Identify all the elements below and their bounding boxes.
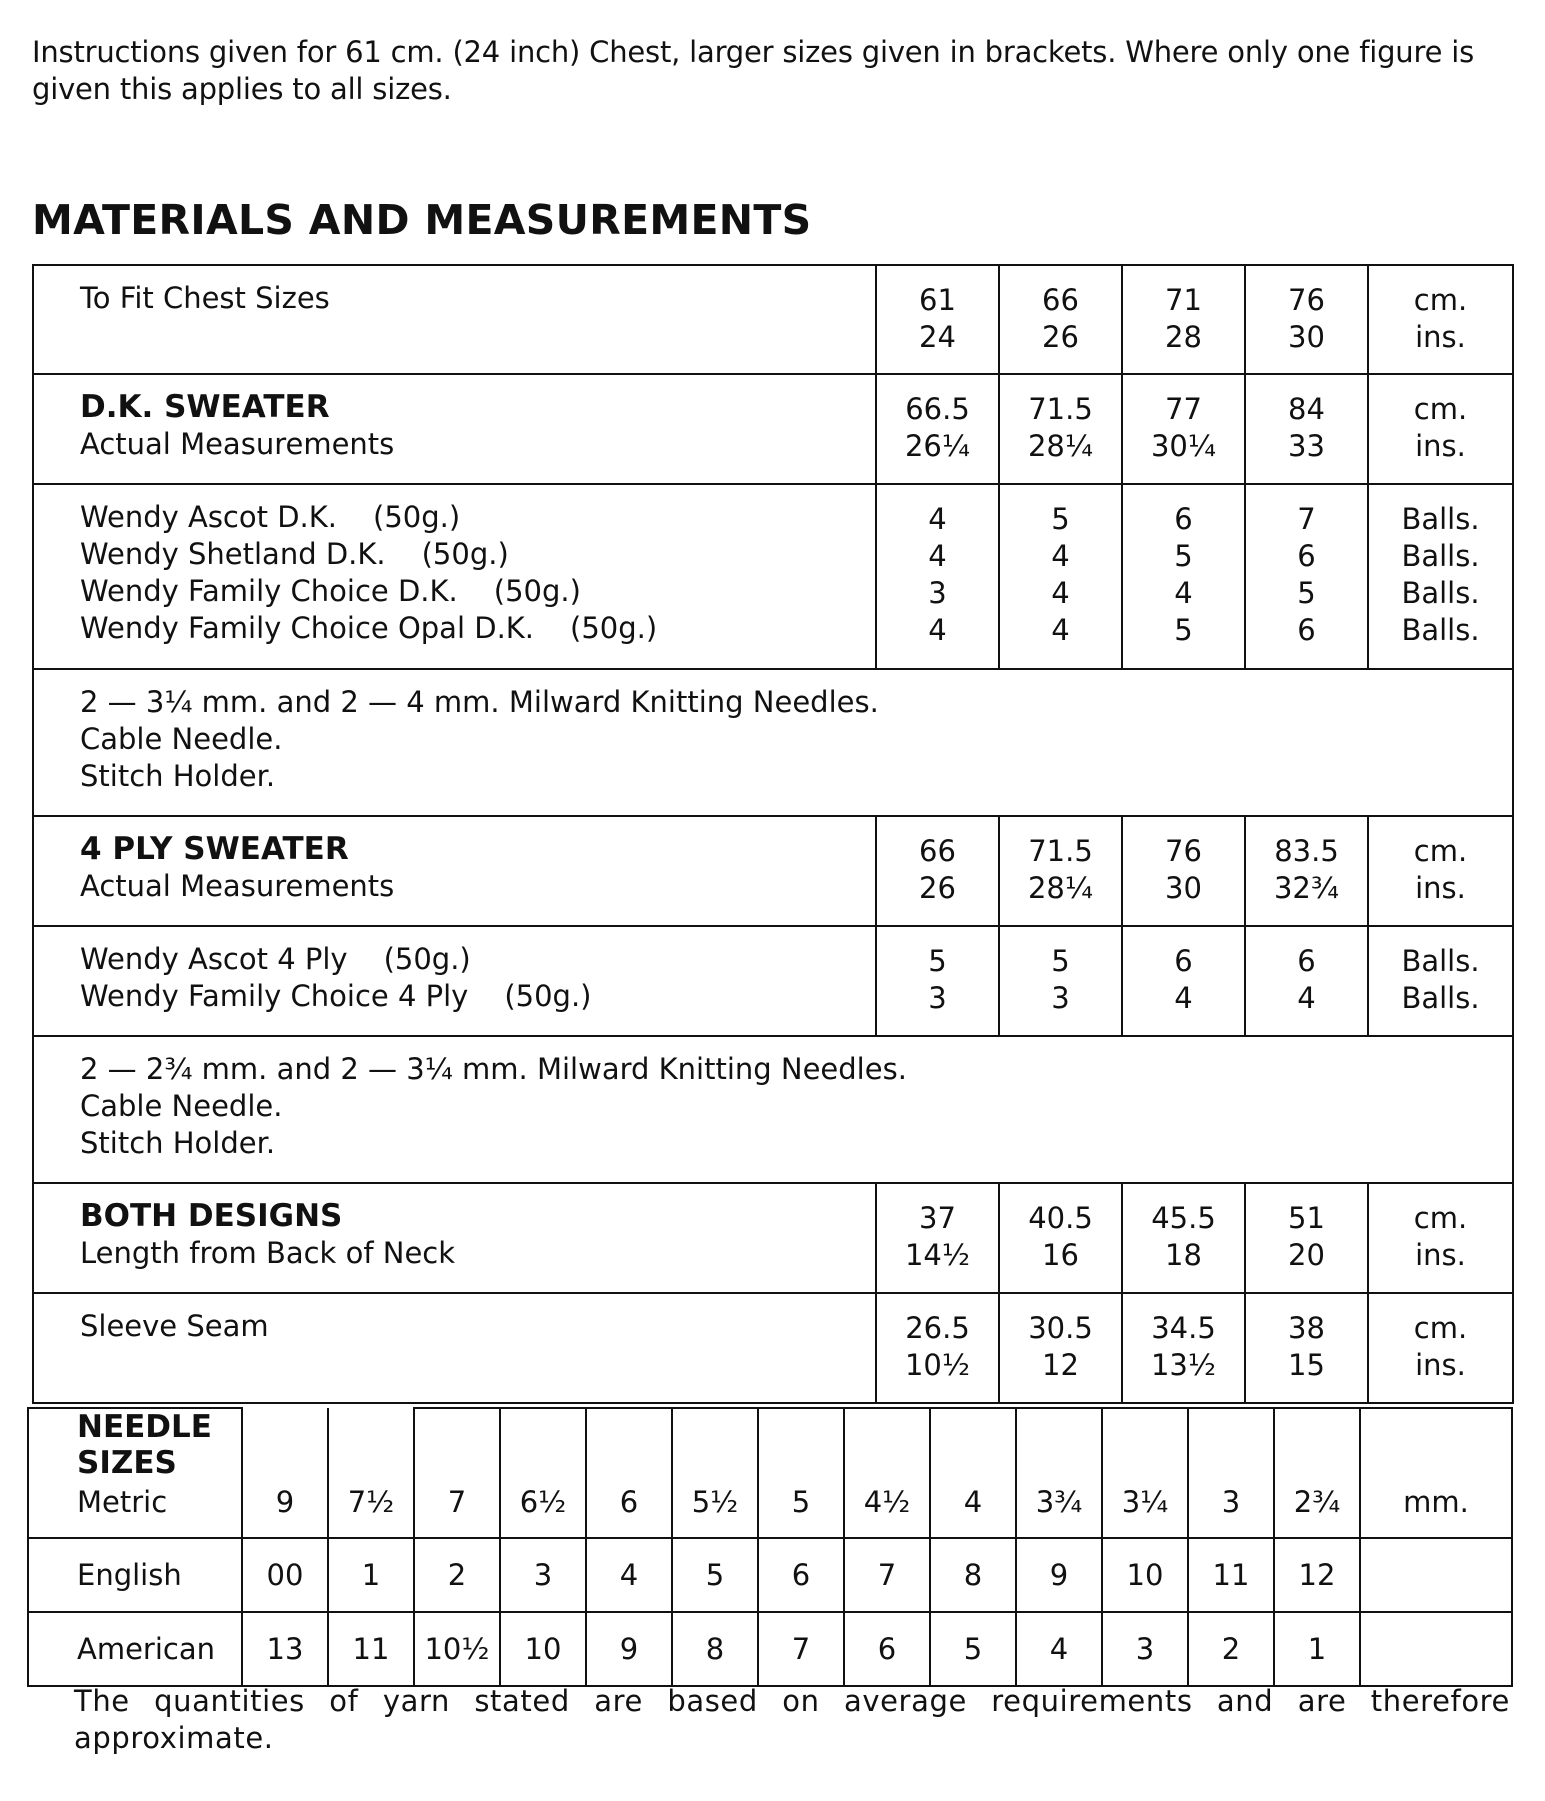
yarn-weight: (50g.): [570, 611, 658, 645]
yarn-qty: 5: [928, 944, 947, 978]
ply4-title: 4 PLY SWEATER: [80, 831, 349, 867]
unit-cell: [1368, 926, 1513, 1036]
dk-subtitle: Actual Measurements: [80, 427, 395, 461]
dk-title: D.K. SWEATER: [80, 389, 330, 425]
unit-ins: ins.: [1415, 429, 1466, 463]
length-cell: [876, 1183, 999, 1293]
american-cell: 2: [1188, 1612, 1274, 1686]
dk-cm: 71.5: [1028, 392, 1093, 426]
ply4-measurements-row: [33, 816, 1513, 926]
dk-yarn-qty-cell: [876, 484, 999, 669]
dk-ins: 28¼: [1027, 429, 1093, 463]
ply4-measure-cell: [876, 816, 999, 926]
chest-cm: 61: [919, 283, 956, 317]
english-cell: 3: [500, 1538, 586, 1612]
sleeve-cm: 38: [1288, 1311, 1325, 1345]
footer-note: The quantities of yarn stated are based on average requirements and are therefore approximate.: [74, 1684, 1510, 1755]
sleeve-ins: 12: [1042, 1348, 1079, 1382]
metric-cell: 5: [758, 1408, 844, 1538]
metric-cell: 4½: [844, 1408, 930, 1538]
unit-balls: Balls.: [1401, 613, 1480, 647]
yarn-qty: 3: [1051, 981, 1070, 1015]
chest-sizes-row: [33, 265, 1513, 374]
needle-line: Cable Needle.: [80, 1089, 283, 1123]
yarn-name: Wendy Family Choice 4 Ply: [80, 979, 469, 1013]
yarn-qty: 4: [1051, 539, 1070, 573]
dk-ins: 30¼: [1150, 429, 1216, 463]
needle-line: Cable Needle.: [80, 722, 283, 756]
ply4-ins: 32¾: [1273, 871, 1339, 905]
unit-cm: cm.: [1413, 1311, 1468, 1345]
english-cell: 12: [1274, 1538, 1360, 1612]
ply4-needles-cell: [33, 1036, 1513, 1183]
english-cell: 1: [328, 1538, 414, 1612]
chest-size-cell: [876, 265, 999, 374]
dk-cm: 84: [1288, 392, 1325, 426]
sleeve-cm: 34.5: [1151, 1311, 1216, 1345]
yarn-line: [80, 978, 875, 1015]
metric-cell: 3¾: [1016, 1408, 1102, 1538]
ply4-measure-cell: [999, 816, 1122, 926]
yarn-qty: 4: [1051, 576, 1070, 610]
both-title: BOTH DESIGNS: [80, 1198, 343, 1234]
yarn-weight: (50g.): [493, 574, 581, 608]
metric-label-cell: [28, 1408, 242, 1538]
ply4-yarn-names: [33, 926, 876, 1036]
dk-yarn-qty-cell: [999, 484, 1122, 669]
yarn-qty: 5: [1174, 613, 1193, 647]
sleeve-cell: [876, 1293, 999, 1403]
american-cell: 10: [500, 1612, 586, 1686]
length-cm: 37: [919, 1201, 956, 1235]
dk-needles-cell: [33, 669, 1513, 816]
american-cell: 13: [242, 1612, 328, 1686]
metric-cell: 2¾: [1274, 1408, 1360, 1538]
english-cell: 8: [930, 1538, 1016, 1612]
empty-cell: [1360, 1612, 1512, 1686]
sleeve-ins: 15: [1288, 1348, 1325, 1382]
yarn-weight: (50g.): [421, 537, 509, 571]
american-cell: 3: [1102, 1612, 1188, 1686]
chest-cm: 66: [1042, 283, 1079, 317]
length-cm: 40.5: [1028, 1201, 1093, 1235]
ply4-measure-cell: [1122, 816, 1245, 926]
metric-unit: mm.: [1360, 1408, 1512, 1538]
unit-cm: cm.: [1413, 834, 1468, 868]
english-cell: 7: [844, 1538, 930, 1612]
unit-cell: [1368, 816, 1513, 926]
yarn-qty: 4: [928, 502, 947, 536]
american-cell: 11: [328, 1612, 414, 1686]
english-cell: 11: [1188, 1538, 1274, 1612]
american-label: American: [28, 1612, 242, 1686]
unit-ins: ins.: [1415, 320, 1466, 354]
ply4-yarn-qty-cell: [876, 926, 999, 1036]
unit-balls: Balls.: [1401, 576, 1480, 610]
dk-yarns-row: [33, 484, 1513, 669]
ply4-cm: 66: [919, 834, 956, 868]
chest-cm: 71: [1165, 283, 1202, 317]
both-label-cell: [33, 1183, 876, 1293]
chest-size-cell: [999, 265, 1122, 374]
ply4-label-cell: [33, 816, 876, 926]
sleeve-ins: 13½: [1150, 1348, 1216, 1382]
american-cell: 6: [844, 1612, 930, 1686]
dk-label-cell: [33, 374, 876, 484]
yarn-name: Wendy Ascot D.K.: [80, 500, 337, 534]
chest-ins: 24: [919, 320, 956, 354]
chest-ins: 26: [1042, 320, 1079, 354]
ply4-yarn-qty-cell: [999, 926, 1122, 1036]
metric-cell: 7½: [328, 1408, 414, 1538]
unit-balls: Balls.: [1401, 502, 1480, 536]
unit-cell: [1368, 484, 1513, 669]
length-ins: 18: [1165, 1238, 1202, 1272]
english-cell: 5: [672, 1538, 758, 1612]
english-cell: 4: [586, 1538, 672, 1612]
yarn-qty: 6: [1297, 944, 1316, 978]
american-cell: 10½: [414, 1612, 500, 1686]
yarn-qty: 6: [1174, 502, 1193, 536]
unit-balls: Balls.: [1401, 539, 1480, 573]
yarn-qty: 6: [1174, 944, 1193, 978]
sleeve-cm: 30.5: [1028, 1311, 1093, 1345]
ply4-ins: 26: [919, 871, 956, 905]
american-row: [28, 1612, 1512, 1686]
section-heading: MATERIALS AND MEASUREMENTS: [32, 196, 812, 244]
metric-cell: 5½: [672, 1408, 758, 1538]
length-label: Length from Back of Neck: [80, 1236, 456, 1270]
length-cell: [1245, 1183, 1368, 1293]
american-cell: 8: [672, 1612, 758, 1686]
yarn-weight: (50g.): [373, 500, 461, 534]
chest-cm: 76: [1288, 283, 1325, 317]
sleeve-ins: 10½: [904, 1348, 970, 1382]
metric-cell: 6: [586, 1408, 672, 1538]
length-cm: 51: [1288, 1201, 1325, 1235]
dk-measure-cell: [1122, 374, 1245, 484]
yarn-qty: 5: [1297, 576, 1316, 610]
metric-cell: 3¼: [1102, 1408, 1188, 1538]
unit-ins: ins.: [1415, 871, 1466, 905]
dk-yarn-names: [33, 484, 876, 669]
yarn-qty: 3: [928, 576, 947, 610]
english-cell: 9: [1016, 1538, 1102, 1612]
sleeve-row: [33, 1293, 1513, 1403]
yarn-line: [80, 499, 875, 536]
yarn-line: [80, 536, 875, 573]
sleeve-cell: [999, 1293, 1122, 1403]
american-cell: 4: [1016, 1612, 1102, 1686]
metric-cell: 3: [1188, 1408, 1274, 1538]
unit-cell: [1368, 1183, 1513, 1293]
dk-ins: 26¼: [904, 429, 970, 463]
yarn-qty: 4: [1174, 981, 1193, 1015]
metric-cell: 4: [930, 1408, 1016, 1538]
ply4-subtitle: Actual Measurements: [80, 869, 395, 903]
length-ins: 20: [1288, 1238, 1325, 1272]
dk-yarn-qty-cell: [1122, 484, 1245, 669]
ply4-needles-row: [33, 1036, 1513, 1183]
dk-yarn-qty-cell: [1245, 484, 1368, 669]
yarn-line: [80, 610, 875, 647]
length-cm: 45.5: [1151, 1201, 1216, 1235]
sleeve-cell: [1122, 1293, 1245, 1403]
needle-line: 2 — 3¼ mm. and 2 — 4 mm. Milward Knitting Needles.: [80, 685, 879, 719]
dk-measurements-row: [33, 374, 1513, 484]
yarn-qty: 4: [928, 613, 947, 647]
dk-cm: 77: [1165, 392, 1202, 426]
unit-cm: cm.: [1413, 392, 1468, 426]
english-cell: 2: [414, 1538, 500, 1612]
american-cell: 1: [1274, 1612, 1360, 1686]
length-ins: 14½: [904, 1238, 970, 1272]
dk-needles-row: [33, 669, 1513, 816]
ply4-ins: 30: [1165, 871, 1202, 905]
ply4-yarn-qty-cell: [1122, 926, 1245, 1036]
ply4-cm: 83.5: [1274, 834, 1339, 868]
metric-cell: 7: [414, 1408, 500, 1538]
unit-cm: cm.: [1413, 283, 1468, 317]
unit-cell: [1368, 374, 1513, 484]
materials-table: [32, 264, 1514, 1404]
yarn-name: Wendy Family Choice Opal D.K.: [80, 611, 535, 645]
yarn-weight: (50g.): [383, 942, 471, 976]
unit-cell: [1368, 1293, 1513, 1403]
sleeve-cm: 26.5: [905, 1311, 970, 1345]
chest-ins: 28: [1165, 320, 1202, 354]
american-cell: 7: [758, 1612, 844, 1686]
metric-row: [28, 1408, 1512, 1538]
needle-line: Stitch Holder.: [80, 759, 276, 793]
metric-cell: 6½: [500, 1408, 586, 1538]
chest-size-cell: [1245, 265, 1368, 374]
yarn-qty: 6: [1297, 539, 1316, 573]
ply4-measure-cell: [1245, 816, 1368, 926]
yarn-qty: 4: [928, 539, 947, 573]
empty-cell: [1360, 1538, 1512, 1612]
ply4-cm: 76: [1165, 834, 1202, 868]
needle-line: Stitch Holder.: [80, 1126, 276, 1160]
yarn-qty: 6: [1297, 613, 1316, 647]
chest-ins: 30: [1288, 320, 1325, 354]
unit-ins: ins.: [1415, 1238, 1466, 1272]
english-cell: 10: [1102, 1538, 1188, 1612]
dk-measure-cell: [999, 374, 1122, 484]
length-ins: 16: [1042, 1238, 1079, 1272]
yarn-weight: (50g.): [504, 979, 592, 1013]
yarn-qty: 4: [1051, 613, 1070, 647]
metric-cell: 9: [242, 1408, 328, 1538]
metric-label: Metric: [77, 1485, 168, 1519]
english-row: [28, 1538, 1512, 1612]
yarn-line: [80, 573, 875, 610]
american-cell: 5: [930, 1612, 1016, 1686]
yarn-name: Wendy Family Choice D.K.: [80, 574, 458, 608]
yarn-qty: 5: [1174, 539, 1193, 573]
yarn-name: Wendy Shetland D.K.: [80, 537, 386, 571]
dk-ins: 33: [1288, 429, 1325, 463]
yarn-qty: 5: [1051, 502, 1070, 536]
english-cell: 00: [242, 1538, 328, 1612]
unit-cm: cm.: [1413, 1201, 1468, 1235]
ply4-yarns-row: [33, 926, 1513, 1036]
english-cell: 6: [758, 1538, 844, 1612]
american-cell: 9: [586, 1612, 672, 1686]
needle-sizes-title: NEEDLE SIZES: [77, 1409, 212, 1481]
ply4-yarn-qty-cell: [1245, 926, 1368, 1036]
length-row: [33, 1183, 1513, 1293]
yarn-line: [80, 941, 875, 978]
ply4-cm: 71.5: [1028, 834, 1093, 868]
needle-line: 2 — 2¾ mm. and 2 — 3¼ mm. Milward Knitting Needles.: [80, 1052, 907, 1086]
yarn-qty: 5: [1051, 944, 1070, 978]
unit-balls: Balls.: [1401, 944, 1480, 978]
unit-cell: [1368, 265, 1513, 374]
sleeve-cell: [1245, 1293, 1368, 1403]
yarn-qty: 3: [928, 981, 947, 1015]
unit-balls: Balls.: [1401, 981, 1480, 1015]
dk-measure-cell: [1245, 374, 1368, 484]
yarn-qty: 4: [1297, 981, 1316, 1015]
needle-sizes-table: [27, 1407, 1513, 1687]
chest-size-cell: [1122, 265, 1245, 374]
yarn-qty: 4: [1174, 576, 1193, 610]
length-cell: [1122, 1183, 1245, 1293]
length-cell: [999, 1183, 1122, 1293]
english-label: English: [28, 1538, 242, 1612]
intro-text: Instructions given for 61 cm. (24 inch) Chest, larger sizes given in brackets. Where only one figure is given this applies to all sizes.: [32, 35, 1474, 106]
yarn-name: Wendy Ascot 4 Ply: [80, 942, 348, 976]
dk-measure-cell: [876, 374, 999, 484]
chest-sizes-label: To Fit Chest Sizes: [33, 265, 876, 374]
sleeve-label: Sleeve Seam: [33, 1293, 876, 1403]
ply4-ins: 28¼: [1027, 871, 1093, 905]
unit-ins: ins.: [1415, 1348, 1466, 1382]
dk-cm: 66.5: [905, 392, 970, 426]
yarn-qty: 7: [1297, 502, 1316, 536]
